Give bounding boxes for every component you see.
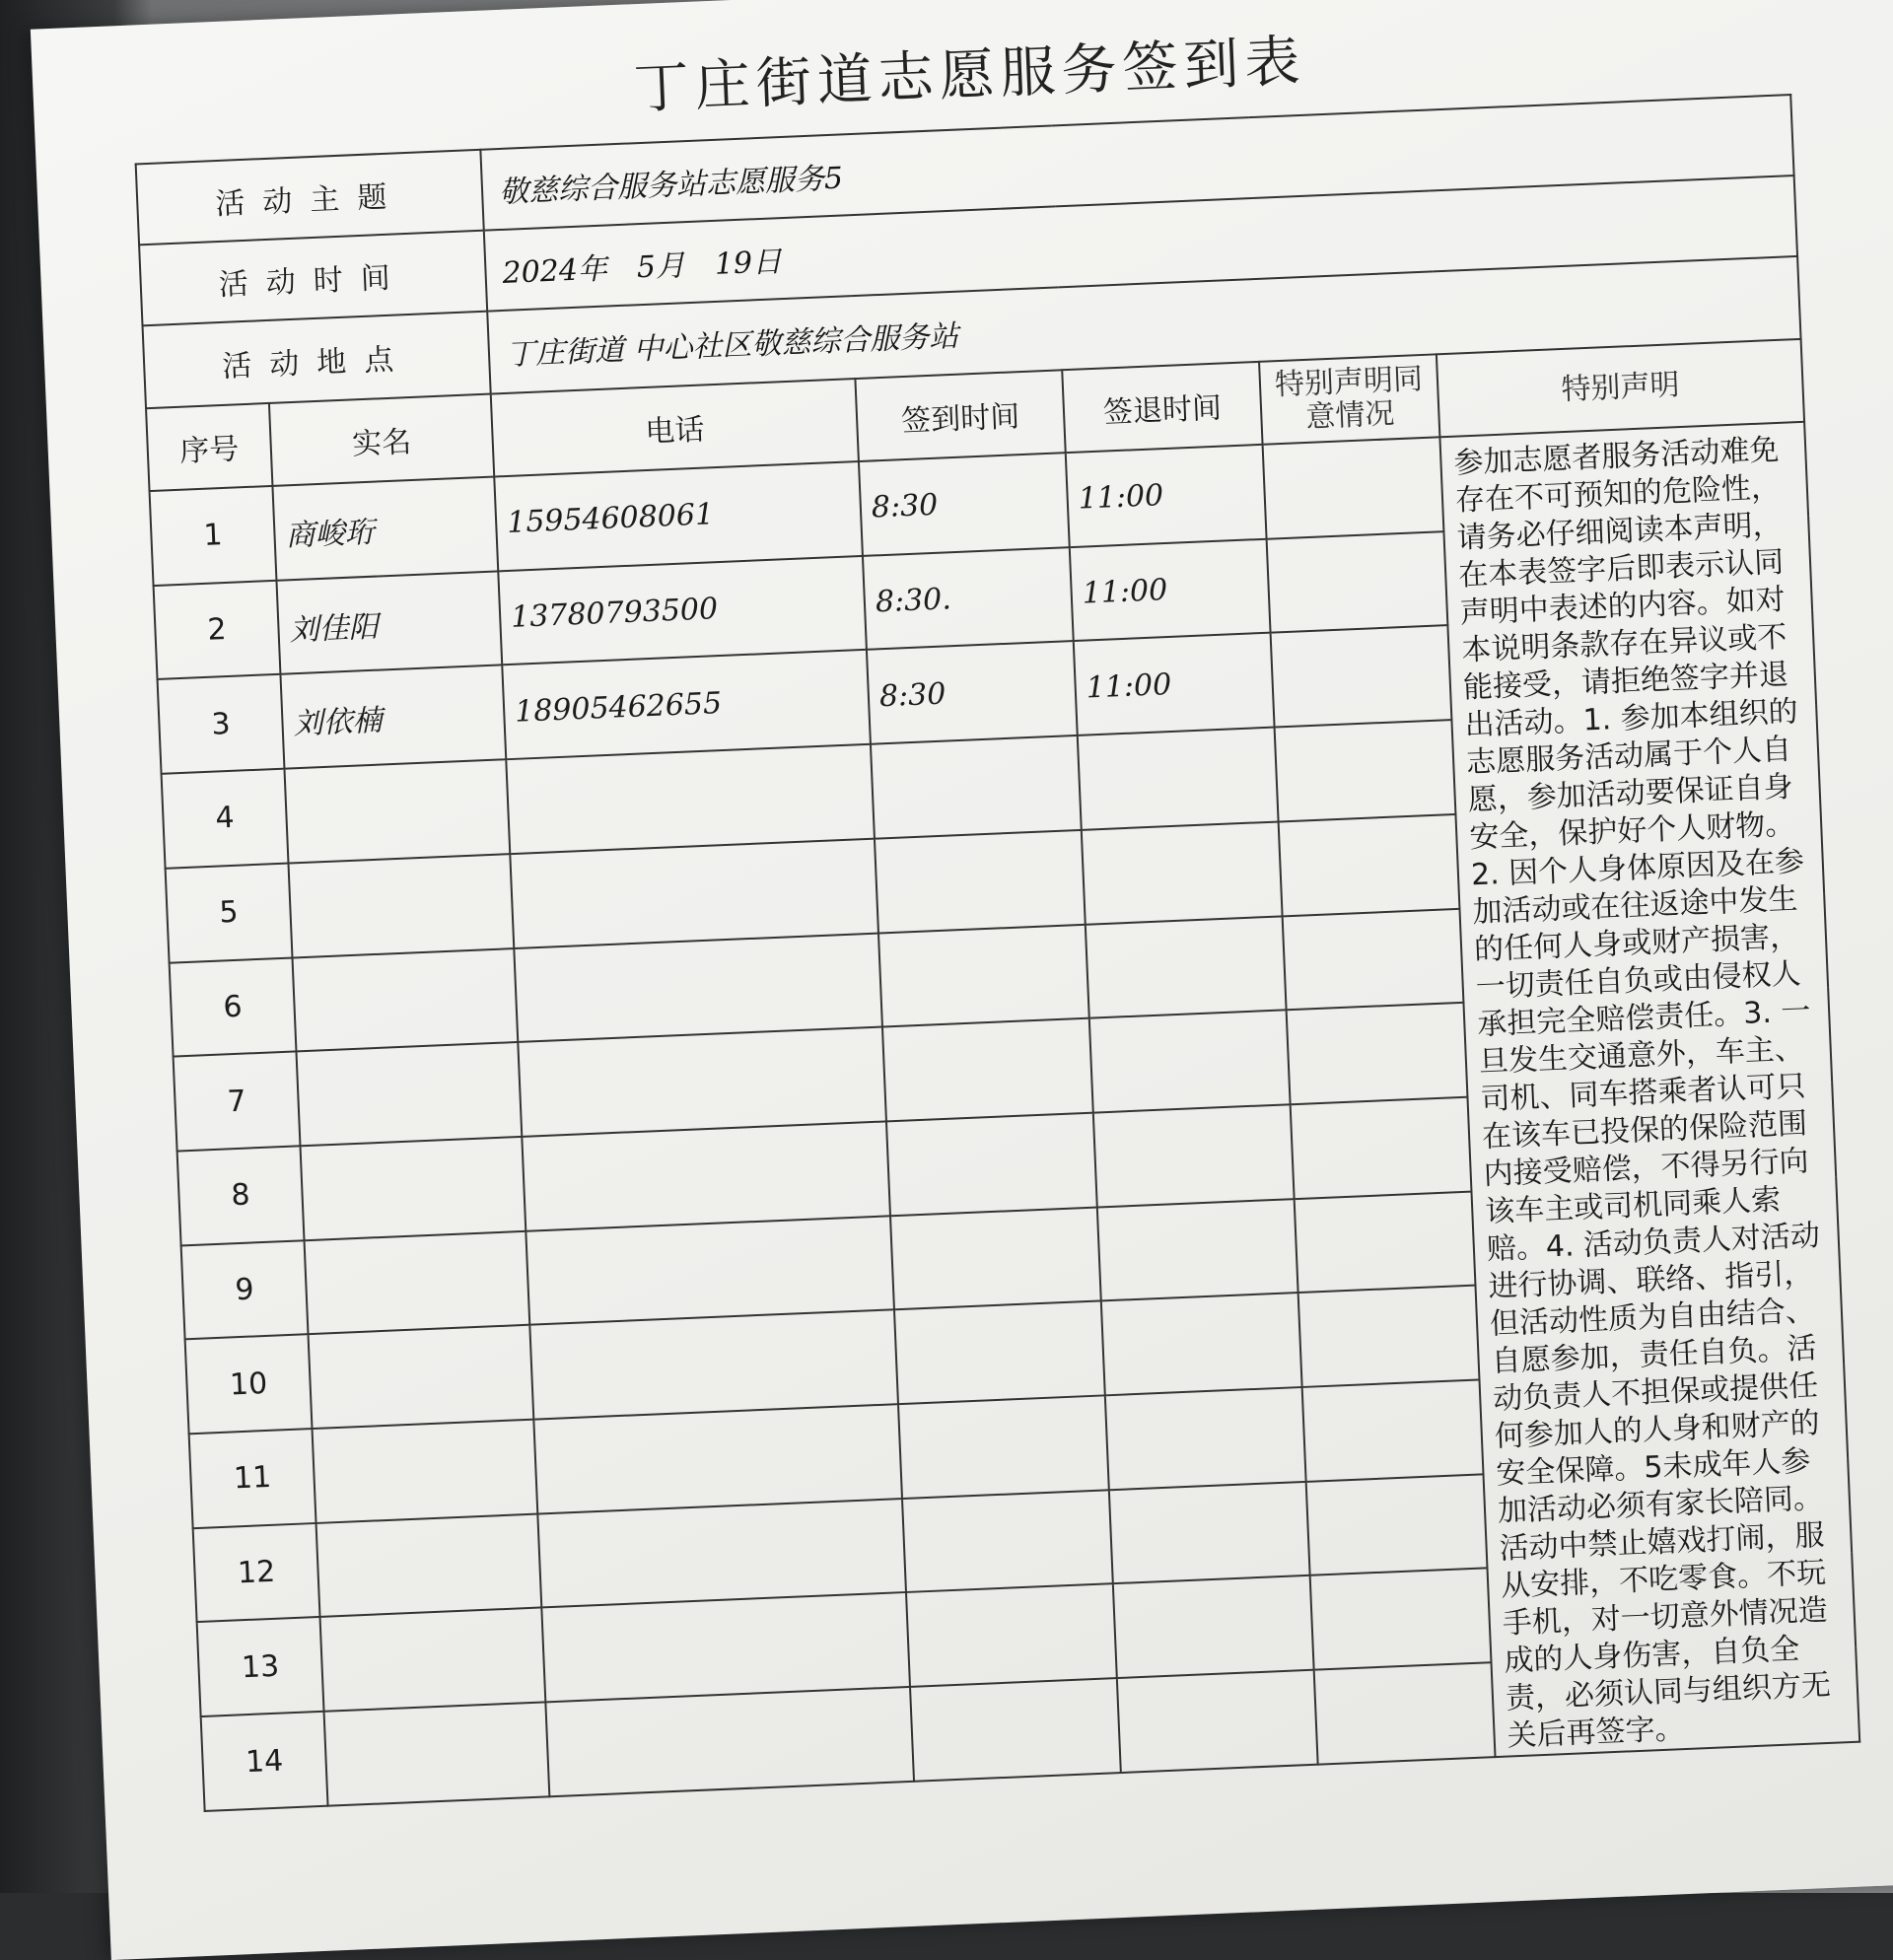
row-consent [1279, 814, 1460, 916]
row-name [320, 1608, 546, 1712]
row-seq: 4 [162, 769, 289, 869]
header-name: 实名 [269, 394, 494, 486]
row-checkout [1086, 916, 1287, 1018]
row-name [316, 1513, 542, 1617]
place-label: 活动地点 [143, 312, 491, 409]
row-phone: 13780793500 [498, 556, 867, 665]
row-phone [541, 1592, 910, 1702]
row-phone [526, 1216, 894, 1325]
row-phone [545, 1687, 914, 1796]
row-checkout [1093, 1104, 1295, 1207]
row-seq: 1 [150, 486, 277, 586]
row-checkout [1078, 728, 1279, 830]
row-name [305, 1230, 530, 1334]
row-name [300, 1137, 526, 1240]
row-name [292, 948, 518, 1052]
row-consent [1271, 626, 1452, 728]
row-checkin [890, 1207, 1101, 1309]
row-seq: 5 [166, 863, 293, 962]
row-name [313, 1420, 538, 1523]
row-checkout [1113, 1575, 1314, 1678]
sign-in-table [135, 94, 1861, 1812]
place-value: 丁庄街道 中心社区敬慈综合服务站 [487, 256, 1800, 394]
row-phone: 18905462655 [502, 650, 871, 759]
row-phone [506, 744, 875, 854]
row-name [296, 1042, 522, 1146]
row-checkin: 8:30 [867, 641, 1078, 743]
row-name [288, 854, 514, 957]
row-phone [514, 933, 882, 1042]
header-checkout: 签退时间 [1062, 362, 1262, 453]
row-checkout: 11:00 [1066, 445, 1267, 547]
row-seq: 11 [189, 1429, 316, 1528]
row-checkout [1109, 1482, 1310, 1584]
row-checkin [871, 735, 1082, 838]
header-consent: 特别声明同意情况 [1259, 354, 1439, 444]
row-checkin [882, 1018, 1093, 1121]
row-phone [529, 1310, 898, 1420]
row-phone: 15954608061 [494, 461, 863, 571]
row-checkout [1097, 1199, 1298, 1301]
row-seq: 6 [170, 957, 297, 1057]
header-checkin: 签到时间 [855, 370, 1065, 461]
sheet-title: 丁庄街道志愿服务签到表 [632, 29, 1307, 122]
row-name [309, 1325, 534, 1429]
row-seq: 9 [181, 1240, 309, 1340]
row-consent [1310, 1569, 1492, 1670]
row-checkout: 11:00 [1070, 538, 1271, 641]
row-name: 商峻珩 [272, 476, 498, 580]
row-consent [1295, 1191, 1476, 1293]
row-checkin: 8:30. [863, 547, 1074, 650]
row-consent [1314, 1662, 1496, 1764]
row-checkin [898, 1395, 1109, 1498]
row-phone [537, 1499, 906, 1608]
row-consent [1291, 1097, 1472, 1199]
row-seq: 7 [174, 1052, 301, 1152]
row-consent [1275, 720, 1456, 821]
row-consent [1306, 1474, 1488, 1575]
time-label: 活动时间 [139, 231, 487, 326]
row-checkin [894, 1301, 1105, 1404]
row-seq: 14 [201, 1712, 328, 1811]
row-phone [533, 1404, 902, 1513]
row-checkout [1082, 821, 1283, 924]
row-name: 刘佳阳 [276, 571, 502, 674]
row-name [284, 759, 510, 863]
row-name [324, 1703, 550, 1806]
theme-label: 活动主题 [136, 150, 484, 245]
row-consent [1287, 1003, 1468, 1104]
row-checkin [906, 1584, 1117, 1687]
row-checkout [1101, 1293, 1302, 1395]
row-checkout [1117, 1670, 1318, 1773]
row-checkin: 8:30 [859, 453, 1070, 555]
row-consent [1298, 1286, 1480, 1387]
row-name: 刘依楠 [280, 665, 506, 769]
row-consent [1302, 1379, 1484, 1481]
row-checkin [878, 924, 1089, 1026]
row-checkin [875, 830, 1086, 933]
row-checkin [886, 1113, 1097, 1216]
row-seq: 12 [193, 1523, 320, 1623]
row-phone [510, 838, 878, 947]
header-declaration: 特别声明 [1437, 339, 1804, 437]
row-consent [1283, 908, 1464, 1010]
header-seq: 序号 [146, 403, 272, 491]
row-seq: 8 [177, 1146, 305, 1245]
row-seq: 3 [158, 674, 285, 774]
declaration-text: 参加志愿者服务活动难免存在不可预知的危险性，请务必仔细阅读本声明，在本表签字后即表示认同声明中表述的内容。如对本说明条款存在异议或不能接受，请拒绝签字并退出活动。1. 参加本组织的志愿服务活动属于个人自愿，参加活动要保证自身安全，保护好个人财物。2. 因个人身体原因及在参加活动或在往返途中发生的任何人身或财产损害，一切责任自负或由侵权人承担完全赔偿责任。3. 一旦发生交通意外，车主、司机、同车搭乘者认可只在该车已投保的保险范围内接受赔偿，不得另行向该车主或司机同乘人索赔。4. 活动负责人对活动进行协调、联络、指引，但活动性质为自由结合、自愿参加，责任自负。活动负责人不担保或提供任何参加人的人身和财产的安全保障。5未成年人参加活动必须有家长陪同。活动中禁止嬉戏打闹，服从安排，不吃零食。不玩手机，对一切意外情况造成的人身伤害，自负全责，必须认同与组织方无关后再签字。 [1439, 422, 1859, 1757]
row-checkout: 11:00 [1074, 633, 1275, 735]
header-phone: 电话 [491, 379, 859, 476]
row-consent [1267, 531, 1448, 633]
row-checkout [1089, 1011, 1291, 1113]
row-seq: 13 [197, 1617, 324, 1716]
row-seq: 10 [185, 1334, 313, 1434]
row-checkin [902, 1490, 1113, 1592]
row-phone [518, 1027, 886, 1137]
row-phone [522, 1121, 890, 1230]
sign-in-sheet [31, 0, 1893, 1960]
row-checkout [1105, 1387, 1306, 1490]
time-value: 2024年 5月 19日 [484, 175, 1797, 312]
theme-value: 敬慈综合服务站志愿服务5 [480, 95, 1793, 231]
row-seq: 2 [154, 581, 281, 680]
row-consent [1263, 437, 1444, 538]
row-checkin [910, 1678, 1121, 1782]
